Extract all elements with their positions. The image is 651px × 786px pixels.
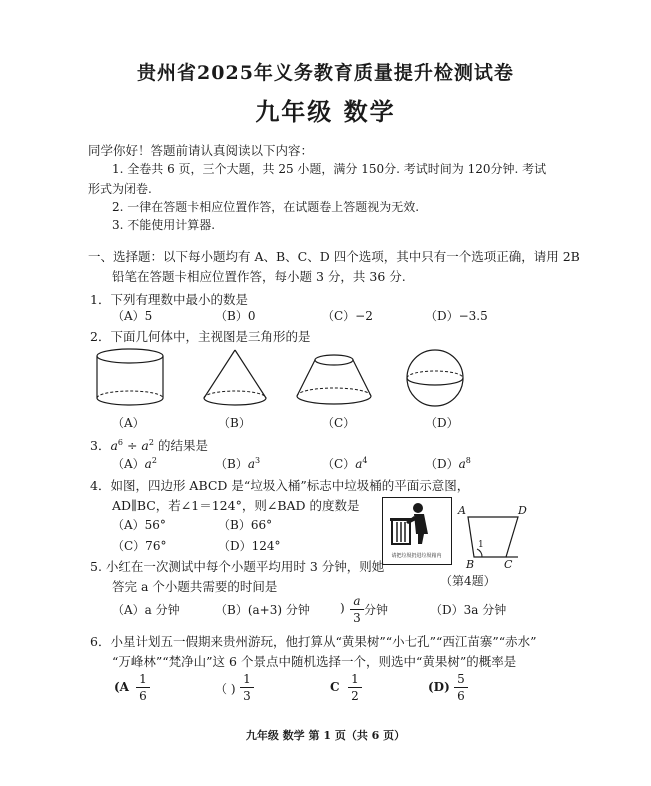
notice-item-1: 1. 全卷共 6 页，三个大题，共 25 小题，满分 150分. 考试时间为 120分钟. 考试 [112, 162, 547, 176]
q6-option-b-label: （ ) [215, 682, 236, 696]
q6-option-c-label: C [330, 680, 340, 694]
q6-option-a-fraction: 1 6 [136, 672, 150, 703]
trash-person-icon [384, 500, 450, 552]
q1-option-d: （D）−3.5 [425, 309, 488, 323]
sphere-figure [406, 348, 466, 410]
q1-option-c: （C）−2 [322, 309, 373, 323]
q6-option-d-fraction: 5 6 [454, 672, 468, 703]
q6-stem: 6．小星计划五一假期来贵州游玩，他打算从“黄果树”“小七孔”“西江苗寨”“赤水” [90, 634, 537, 649]
q5-option-d: （D）3a 分钟 [430, 603, 507, 617]
q4-figure-caption: （第4题） [440, 574, 496, 588]
q2-label-b: （B） [218, 416, 251, 430]
q4-option-c: （C）76° [112, 539, 167, 553]
notice-greeting: 同学你好！答题前请认真阅读以下内容： [88, 143, 314, 158]
q6-option-a-label: (A [114, 680, 129, 694]
q3-option-d: $(D)a^8$ [425, 456, 471, 471]
q3-option-c: $(C)a^4$ [322, 456, 368, 471]
q5-option-c-label: ) [340, 601, 345, 615]
q2-label-a: （A） [112, 416, 145, 430]
q3-option-b: $(B)a^3$ [215, 456, 261, 471]
q4-option-d: （D）124° [218, 539, 281, 553]
trash-sign [382, 497, 452, 565]
q4-stem-cont: AD∥BC，若∠1＝124°，则∠BAD 的度数是 [112, 498, 360, 513]
q1-stem: 1．下列有理数中最小的数是 [90, 292, 248, 307]
q5-option-b: （B）(a+3) 分钟 [215, 603, 310, 617]
q5-option-a: （A）a 分钟 [112, 603, 180, 617]
q3-option-a: $(A)a^2$ [112, 456, 157, 471]
trapezoid-label-a: A [458, 504, 466, 517]
notice-item-2: 2. 一律在答题卡相应位置作答，在试题卷上答题视为无效. [112, 200, 420, 214]
q6-option-c-fraction: 1 2 [348, 672, 362, 703]
angle-1-label: 1 [478, 540, 484, 550]
trapezoid-label-d: D [518, 504, 527, 517]
q2-stem: 2．下面几何体中，主视图是三角形的是 [90, 329, 311, 344]
section-heading-cont: 铅笔在答题卡相应位置作答，每小题 3 分，共 36 分. [112, 269, 406, 284]
q4-stem: 4．如图，四边形 ABCD 是“垃圾入桶”标志中垃圾桶的平面示意图， [90, 478, 470, 493]
trapezoid-label-b: B [466, 558, 475, 571]
notice-item-1-cont: 形式为闭卷. [88, 182, 152, 196]
q5-option-c-fraction: a 3 [350, 594, 364, 625]
trash-sign-caption: 请把垃圾扔进垃圾箱内 [391, 553, 442, 559]
page-footer: 九年级 数学 第 1 页（共 6 页） [245, 729, 406, 742]
q1-option-a: （A）5 [112, 309, 153, 323]
q6-option-b-fraction: 1 3 [240, 672, 254, 703]
q5-stem: 5. 小红在一次测试中每个小题平均用时 3 分钟，则她 [90, 559, 385, 574]
exam-title: 贵州省2025年义务教育质量提升检测试卷 [137, 62, 514, 84]
q5-stem-cont: 答完 a 个小题共需要的时间是 [112, 579, 278, 594]
cylinder-figure [96, 348, 168, 410]
trapezoid-label-c: C [504, 558, 513, 571]
q3-stem: 3．$a^6 \div a^2$ 的结果是 [90, 437, 208, 453]
q2-label-d: （D） [425, 416, 459, 430]
q2-label-c: （C） [322, 416, 356, 430]
section-heading: 一、选择题：以下每小题均有 A、B、C、D 四个选项，其中只有一个选项正确，请用 2B [88, 249, 580, 264]
q4-option-a: （A）56° [112, 518, 166, 532]
notice-item-3: 3. 不能使用计算器. [112, 218, 216, 232]
q6-option-d-label: (D) [428, 680, 450, 694]
q1-option-b: （B）0 [215, 309, 256, 323]
trapezoid-figure [460, 505, 540, 565]
q5-option-c-unit: 分钟 [364, 603, 389, 617]
exam-subtitle: 九年级 数学 [255, 97, 396, 126]
frustum-figure [295, 348, 375, 410]
q4-option-b: （B）66° [218, 518, 273, 532]
cone-figure [202, 348, 272, 410]
q6-stem-cont: “万峰林”“梵净山”这 6 个景点中随机选择一个，则选中“黄果树”的概率是 [112, 654, 517, 669]
